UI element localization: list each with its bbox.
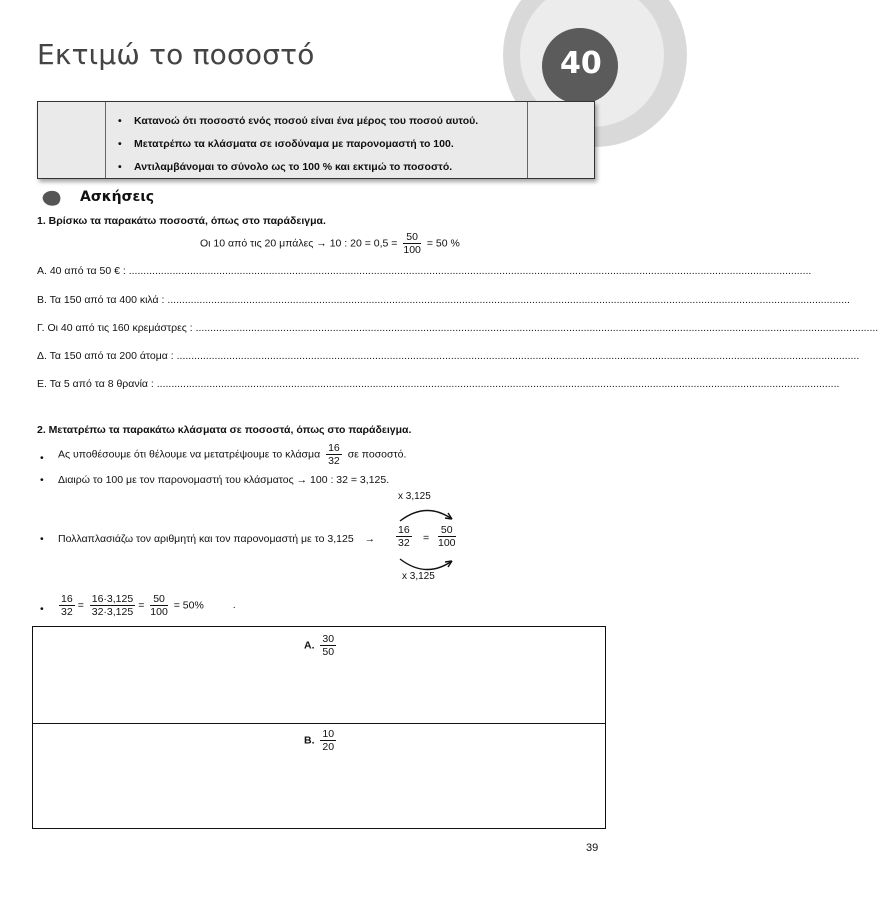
exercise-1-item-a: Α. 40 από τα 50 € : .......................................................................................................................................................................................................................................... — [37, 265, 812, 277]
bullet-icon: • — [40, 474, 44, 486]
exercise-1-example — [200, 231, 460, 256]
multiplier-top-label: x 3,125 — [398, 491, 431, 502]
multiplier-bottom-label: x 3,125 — [402, 571, 435, 582]
objectives-right-cell — [527, 102, 594, 178]
objectives-left-cell — [38, 102, 106, 178]
example-fraction: $\frac{50}{100}$ — [403, 231, 421, 256]
exercise-1-prompt: 1. Βρίσκω τα παρακάτω ποσοστά, όπως στο παράδειγμα. — [37, 215, 326, 227]
arrow-icon: → — [316, 237, 327, 250]
step-3: Πολλαπλασιάζω τον αριθμητή και τον παρονομαστή με το 3,125 → — [58, 533, 376, 545]
step-3-fraction-b: $\frac{50}{100}$ — [438, 524, 456, 549]
exercises-blob-icon — [40, 190, 62, 207]
objective-item: • Κατανοώ ότι ποσοστό ενός ποσού είναι ένα μέρος του ποσού αυτού. — [118, 110, 478, 133]
objective-item: • Αντιλαμβάνομαι το σύνολο ως το 100 % και εκτιμώ το ποσοστό. — [118, 156, 478, 179]
step-3-fraction-a: $\frac{16}{32}$ — [398, 524, 410, 549]
exercises-heading: Ασκήσεις — [80, 189, 155, 205]
page-number: 39 — [586, 842, 599, 854]
objectives-box — [37, 101, 595, 179]
answer-dots[interactable]: .......................................................................................................................................................................................................................................... — [156, 378, 840, 390]
page-title: Εκτιμώ το ποσοστό — [37, 38, 315, 71]
box-b-fraction: $\frac{10}{20}$ — [322, 728, 335, 753]
answer-box-b[interactable] — [32, 723, 606, 829]
bullet-icon: • — [40, 603, 44, 615]
arrow-icon: → — [364, 533, 376, 545]
answer-dots[interactable]: .......................................................................................................................................................................................................................................... — [167, 294, 850, 306]
answer-dots[interactable]: .......................................................................................................................................................................................................................................... — [128, 265, 812, 277]
step-1: Ας υποθέσουμε ότι θέλουμε να μετατρέψουμε το κλάσμα $\frac{16}{32}$ σε ποσοστό. — [58, 442, 407, 467]
answer-dots[interactable]: .......................................................................................................................................................................................................................................... — [195, 322, 878, 334]
box-a-fraction: $\frac{30}{50}$ — [322, 633, 335, 658]
box-a-label: Α. — [304, 639, 315, 652]
example-result: = 50 % — [426, 237, 460, 250]
exercise-1-item-c: Γ. Οι 40 από τις 160 κρεμάστρες : .......................................................................................................................................................................................................................................... — [37, 322, 878, 334]
step-1-fraction: $\frac{16}{32}$ — [328, 442, 340, 467]
box-b-label: Β. — [304, 734, 315, 747]
example-text: Οι 10 από τις 20 μπάλες — [200, 237, 314, 250]
objectives-list — [118, 110, 478, 179]
objective-item: • Μετατρέπω τα κλάσματα σε ισοδύναμα με παρονομαστή το 100. — [118, 133, 478, 156]
exercise-1-item-d: Δ. Τα 150 από τα 200 άτομα : .......................................................................................................................................................................................................................................... — [37, 350, 860, 362]
exercise-1-item-e: Ε. Τα 5 από τα 8 θρανία : .......................................................................................................................................................................................................................................... — [37, 378, 840, 390]
step-2: Διαιρώ το 100 με τον παρονομαστή του κλάσματος → 100 : 32 = 3,125. — [58, 474, 390, 486]
answer-box-a[interactable] — [32, 626, 606, 725]
arrow-icon: → — [296, 474, 308, 486]
exercise-1-item-b: Β. Τα 150 από τα 400 κιλά : .......................................................................................................................................................................................................................................... — [37, 294, 850, 306]
answer-dots[interactable]: .......................................................................................................................................................................................................................................... — [176, 350, 860, 362]
bullet-icon: • — [40, 533, 44, 545]
chapter-number: 40 — [560, 46, 602, 81]
exercise-2-prompt: 2. Μετατρέπω τα παρακάτω κλάσματα σε ποσοστά, όπως στο παράδειγμα. — [37, 424, 412, 436]
equals-sign: = — [423, 532, 430, 544]
example-division: 10 : 20 = 0,5 = — [329, 237, 398, 250]
bullet-icon: • — [40, 452, 44, 464]
step-4-equation: $\frac{16}{32}$ = $\frac{16\cdot 3,125}{32\cdot 3,125}$ = $\frac{50}{100}$ = 50% . — [61, 593, 236, 618]
